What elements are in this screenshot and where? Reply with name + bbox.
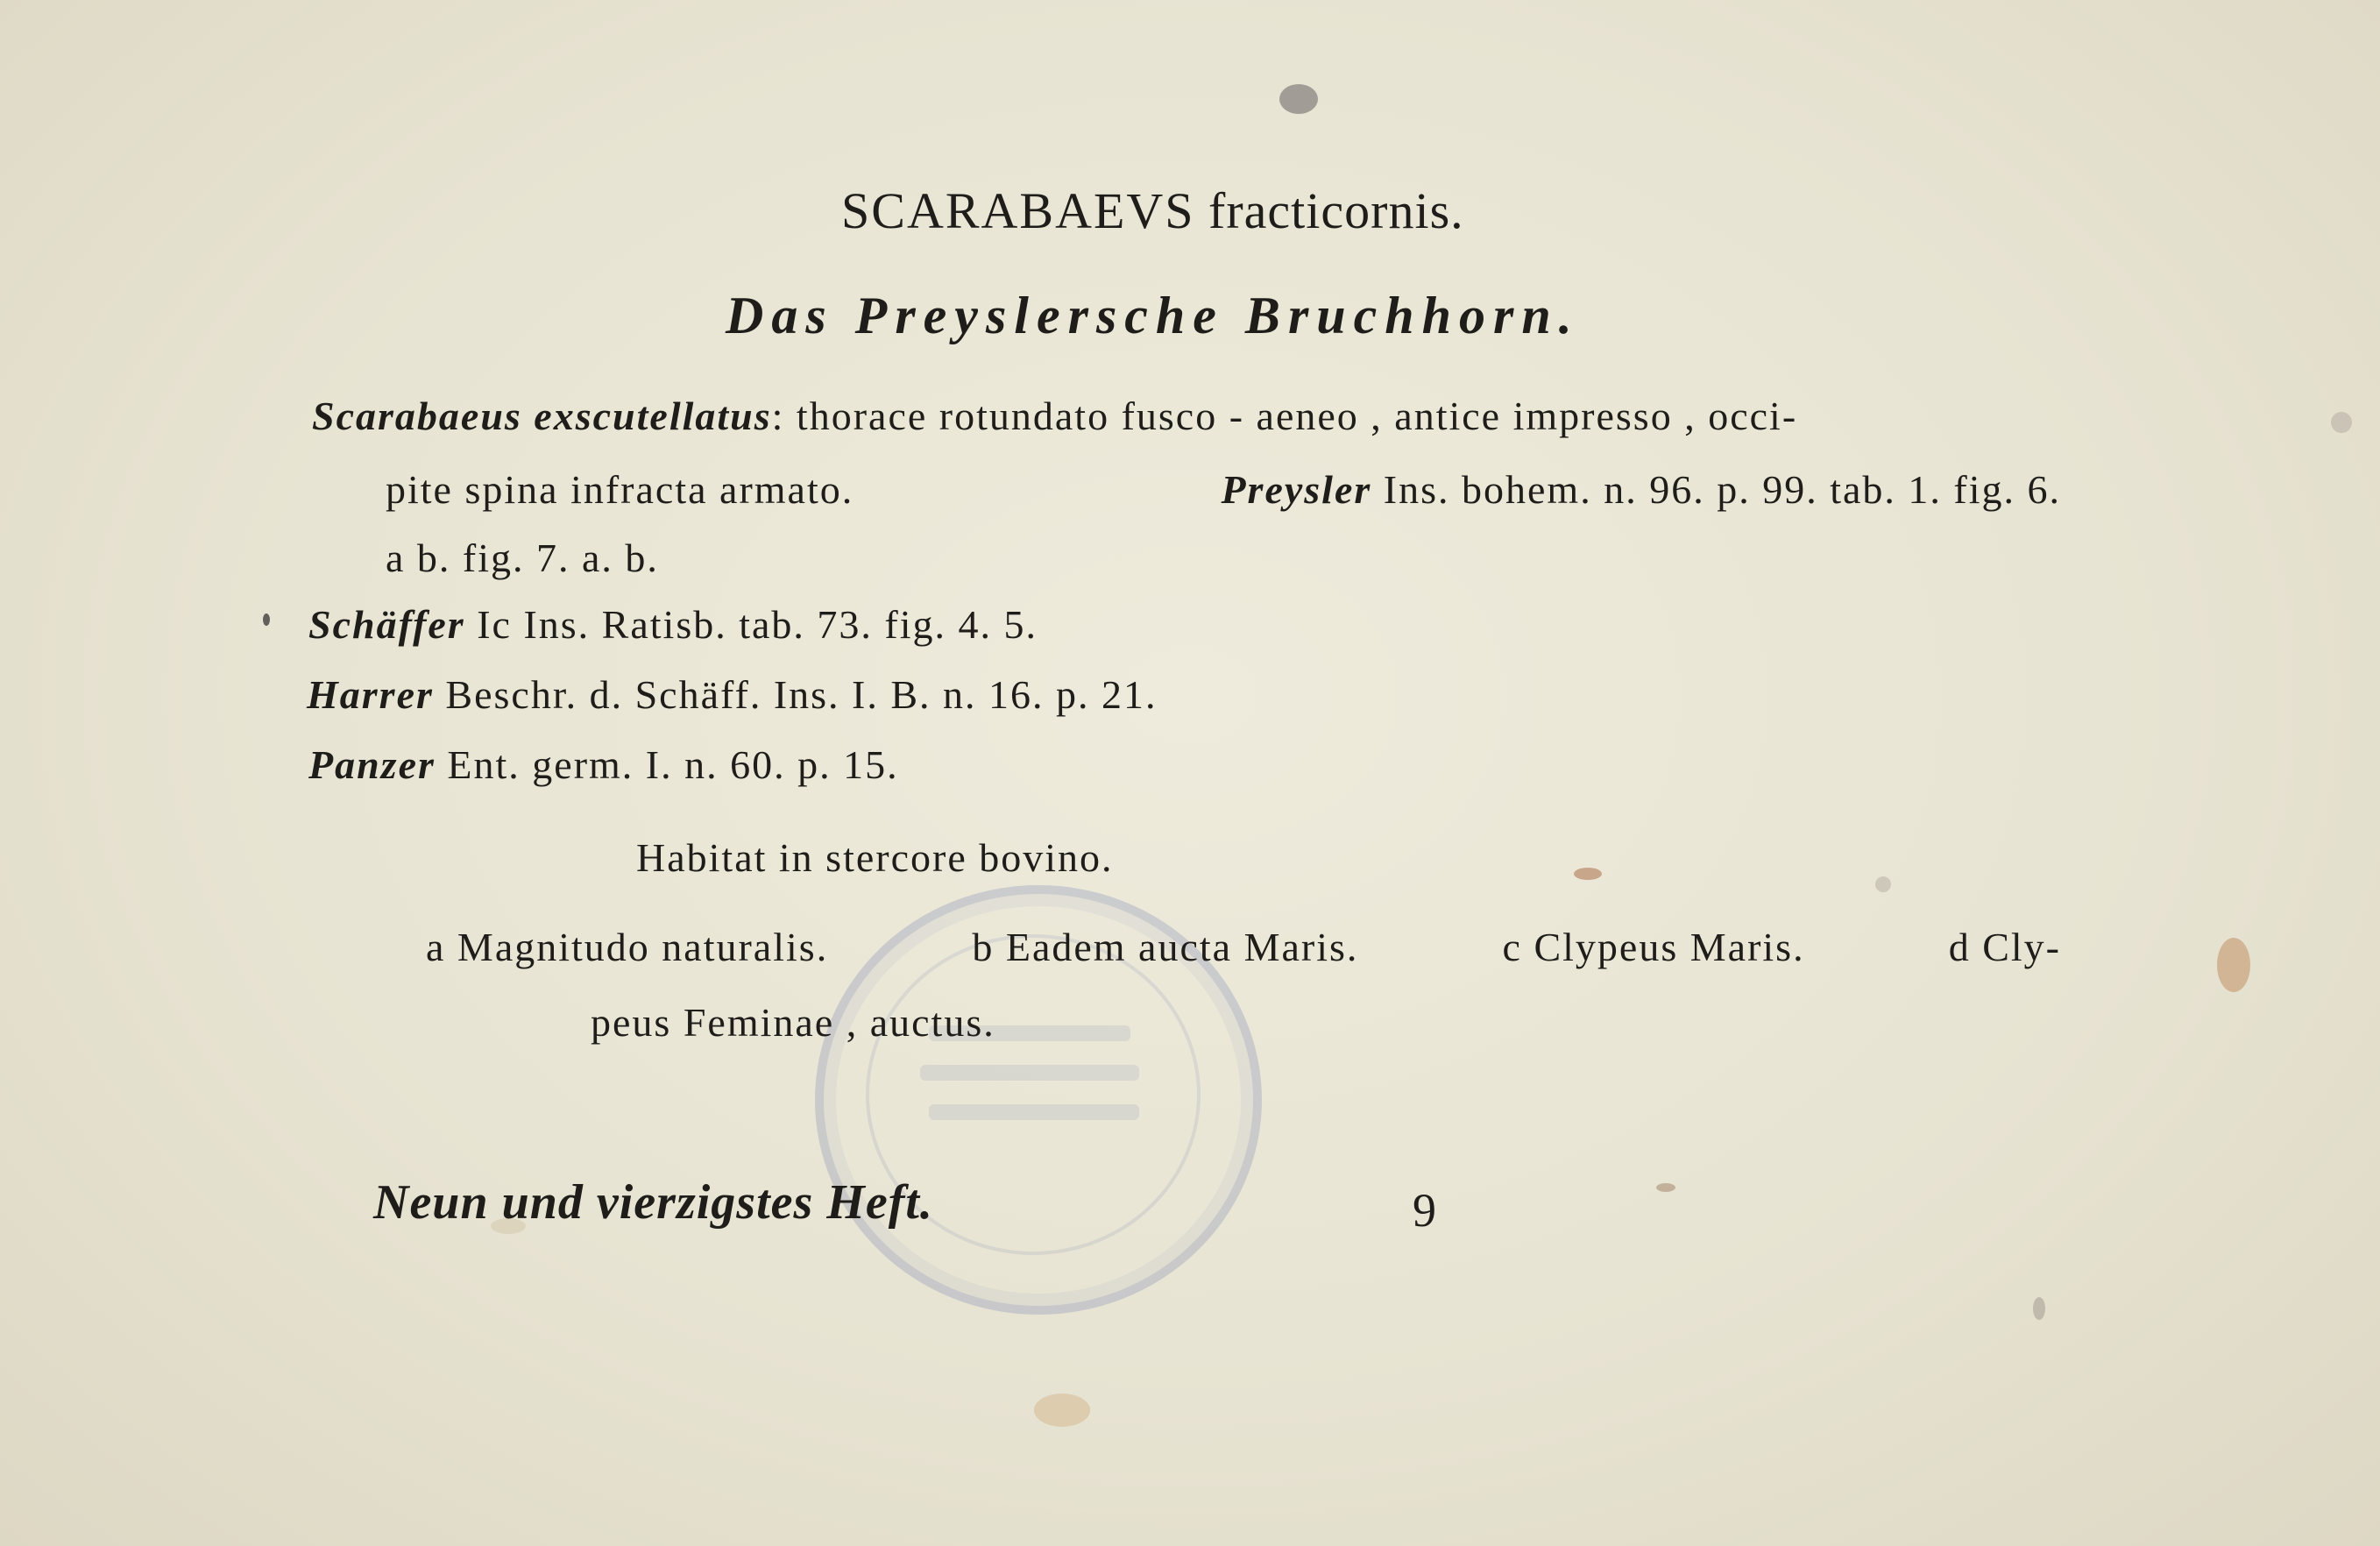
figure-legend-c: c Clypeus Maris. xyxy=(1502,925,1805,969)
genus-name: SCARABAEVS xyxy=(841,182,1195,239)
synonym-entry-line xyxy=(386,535,659,580)
paper-fleck xyxy=(2331,412,2352,433)
habitat-note: Habitat in stercore bovino. xyxy=(636,835,1114,880)
page-title xyxy=(841,182,1464,239)
figure-legend-d: d Cly- xyxy=(1948,925,2061,969)
paper-fleck xyxy=(1279,84,1318,114)
synonym-text: Ins. bohem. n. 96. p. 99. tab. 1. fig. 6. xyxy=(1383,467,2061,512)
library-stamp-mark xyxy=(929,1104,1139,1120)
synonym-text: : thorace rotundato fusco - aeneo , antice impresso , occi- xyxy=(771,394,1798,438)
common-name: Das Preyslersche Bruchhorn. xyxy=(726,287,1580,344)
figure-legend-line xyxy=(591,1000,995,1045)
paper-fleck xyxy=(1034,1394,1090,1427)
synonym-text: pite spina infracta armato. xyxy=(386,467,854,512)
figure-legend-continuation: peus Feminae , auctus. xyxy=(591,1000,995,1045)
library-stamp-mark xyxy=(920,1065,1139,1081)
synonym-text: Ent. germ. I. n. 60. p. 15. xyxy=(447,742,899,787)
figure-legend-line xyxy=(426,927,2061,968)
synonym-author: Schäffer xyxy=(308,602,465,647)
paper-fleck xyxy=(1875,876,1891,892)
synonym-author: Panzer xyxy=(308,742,436,787)
figure-legend-b: b Eadem aucta Maris. xyxy=(972,925,1359,969)
synonym-author: Preysler xyxy=(1221,467,1372,512)
paper-fleck xyxy=(263,613,270,626)
paper-fleck xyxy=(2033,1297,2045,1320)
synonym-text: Ic Ins. Ratisb. tab. 73. fig. 4. 5. xyxy=(477,602,1038,647)
synonym-entry-line xyxy=(386,467,2061,512)
synonym-author: Harrer xyxy=(307,672,434,717)
issue-label: Neun und vierzigstes Heft. xyxy=(373,1175,933,1230)
synonym-entry-line xyxy=(308,602,1038,647)
page-number: 9 xyxy=(1413,1184,1436,1237)
paper-fleck xyxy=(1574,868,1602,880)
synonym-text: Beschr. d. Schäff. Ins. I. B. n. 16. p. 21. xyxy=(445,672,1158,717)
species-name: fracticornis. xyxy=(1208,182,1464,239)
synonym-entry-line xyxy=(307,672,1158,717)
paper-fleck xyxy=(1656,1183,1675,1192)
figure-legend-a: a Magnitudo naturalis. xyxy=(426,925,829,969)
synonym-entry-line xyxy=(312,396,2059,436)
synonym-entry-line xyxy=(308,742,899,787)
paper-fleck xyxy=(2217,938,2250,992)
synonym-text: a b. fig. 7. a. b. xyxy=(386,535,659,580)
synonym-author: Scarabaeus exscutellatus xyxy=(312,394,772,438)
